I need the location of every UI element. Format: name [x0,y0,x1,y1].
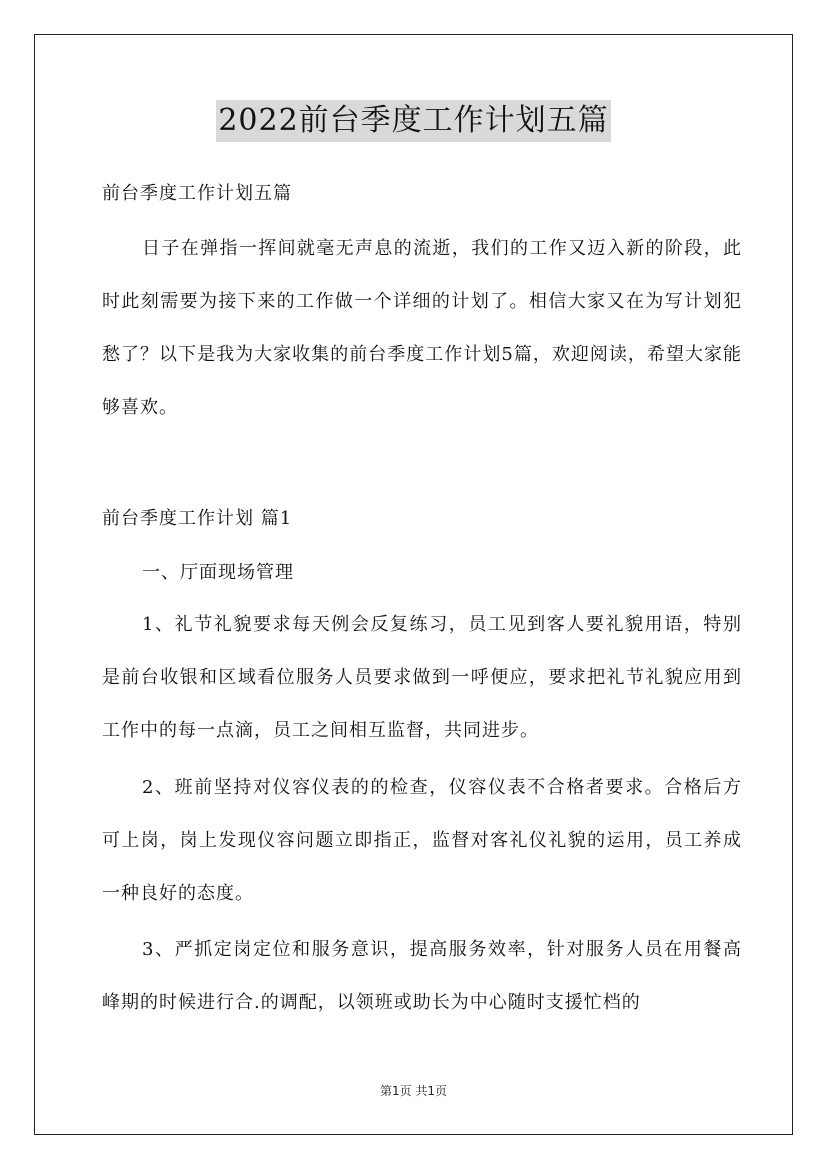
list-item-3: 3、严抓定岗定位和服务意识，提高服务效率，针对服务人员在用餐高峰期的时候进行合.的调配，以领班或助长为中心随时支援忙档的 [102,939,742,1013]
document-subtitle: 前台季度工作计划五篇 [102,183,292,204]
section-heading: 前台季度工作计划 篇1 [102,508,293,529]
intro-paragraph: 日子在弹指一挥间就毫无声息的流逝，我们的工作又迈入新的阶段，此时此刻需要为接下来的工作做一个详细的计划了。相信大家又在为写计划犯愁了？以下是我为大家收集的前台季度工作计划5篇，欢迎阅读，希望大家能够喜欢。 [102,238,742,418]
title-container [0,100,827,142]
subsection-heading: 一、厅面现场管理 [142,562,294,583]
list-item-1: 1、礼节礼貌要求每天例会反复练习，员工见到客人要礼貌用语，特别是前台收银和区域看位服务人员要求做到一呼便应，要求把礼节礼貌应用到工作中的每一点滴，员工之间相互监督，共同进步。 [102,614,742,741]
document-title: 2022前台季度工作计划五篇 [216,100,610,142]
list-item-2: 2、班前坚持对仪容仪表的的检查，仪容仪表不合格者要求。合格后方可上岗，岗上发现仪容问题立即指正，监督对客礼仪礼貌的运用，员工养成一种良好的态度。 [102,777,742,904]
page-footer: 第1页 共1页 [379,1084,448,1098]
